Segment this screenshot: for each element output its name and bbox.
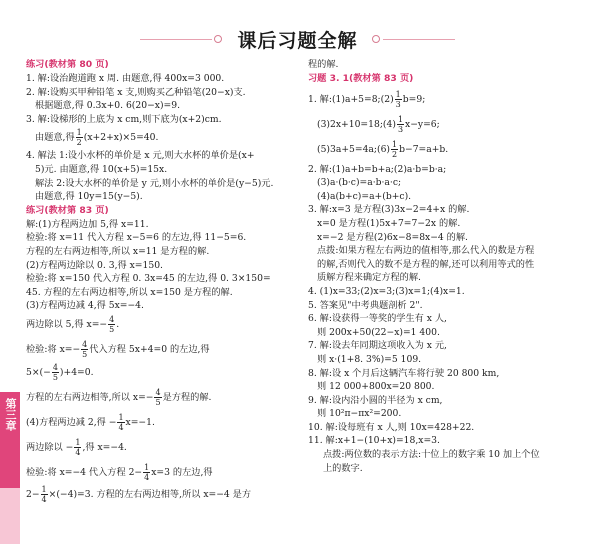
section-heading: 练习(教材第 83 页) (26, 204, 109, 216)
answer-line: 2− $\frac{1}{4}$ ×(−4)=3. 方程的左右两边相等,所以 x=−4 是方 (26, 484, 252, 504)
section-heading: 习题 3. 1(教材第 83 页) (308, 72, 414, 84)
answer-line: 则 x·(1+8. 3%)=5 109. (317, 353, 422, 365)
answer-line: 解:(1)方程两边加 5,得 x=11. (26, 218, 149, 230)
answer-line: 6. 解:设获得一等奖的学生有 x 人, (308, 313, 447, 325)
answer-line: 则 10²π−πx²=200. (317, 408, 402, 420)
answer-line: 5×(− $\frac{4}{5}$ )+4=0. (26, 362, 94, 382)
answer-line: 3. 解:设梯形的上底为 x cm,则下底为(x+2)cm. (26, 113, 222, 125)
fraction: $\frac{4}{5}$ (109, 314, 115, 334)
answer-line: 两边除以 5,得 x=− $\frac{4}{5}$ . (26, 314, 120, 334)
answer-line: 11. 解:x+1−(10+x)=18,x=3. (308, 435, 440, 447)
tip-line: 点拨:两位数的表示方法:十位上的数字乘 10 加上个位 (323, 449, 540, 461)
fraction: $\frac{1}{4}$ (41, 484, 47, 504)
answer-line: 方程的左右两边相等,所以 x=− $\frac{4}{5}$ 是方程的解. (26, 387, 212, 407)
answer-line: (2)方程两边除以 0. 3,得 x=150. (26, 259, 163, 271)
answer-line: 由题意,得 10y=15(y−5). (35, 191, 143, 203)
fraction: $\frac{1}{3}$ (397, 114, 404, 134)
header-rule-right (383, 39, 455, 40)
answer-line: (4)a(b+c)=a+(b+c). (317, 190, 412, 202)
answer-line: x=−2 是方程(2)6x−8=8x−4 的解. (317, 231, 468, 243)
fraction: $\frac{4}{5}$ (52, 362, 58, 382)
chapter-tab (0, 392, 20, 488)
section-heading: 练习(教材第 80 页) (26, 59, 109, 70)
fraction: $\frac{1}{4}$ (118, 412, 124, 432)
answer-line: 根据题意,得 0.3x+0. 6(20−x)=9. (35, 100, 181, 112)
answer-line: 1. 解:设治跑道跑 x 周. 由题意,得 400x=3 000. (26, 73, 225, 84)
answer-line: (3)2x+10=18;(4) $\frac{1}{3}$ x−y=6; (317, 114, 440, 134)
chapter-tab-strip (0, 488, 20, 544)
answer-line: 则 12 000+800x=20 800. (317, 381, 435, 393)
answer-line: 10. 解:设每班有 x 人,则 10x=428+22. (308, 421, 475, 433)
answer-line: 3. 解:x=3 是方程(3)3x−2=4+x 的解. (308, 204, 470, 216)
answer-line: 4. (1)x=33;(2)x=3;(3)x=1;(4)x=1. (308, 285, 465, 297)
tip-line: 点拨:如果方程左右两边的值相等,那么代入的数是方程 (317, 245, 535, 257)
answer-line: 8. 解:设 x 个月后这辆汽车将行驶 20 800 km, (308, 367, 500, 379)
answer-line: 方程的左右两边相等,所以 x=11 是方程的解. (26, 245, 210, 257)
answer-line: 解法 2:设大水杯的单价是 y 元,则小水杯的单价是(y−5)元. (35, 177, 274, 189)
answer-line: 2. 解:设购买甲种铅笔 x 支,则购买乙种铅笔(20−x)支. (26, 86, 246, 98)
answer-line: 则 200x+50(22−x)=1 400. (317, 326, 440, 338)
answer-line: (5)3a+5=4a;(6) $\frac{1}{2}$ b−7=a+b. (317, 139, 449, 159)
tip-line: 的解,否则代入的数不是方程的解,还可以利用等式的性 (317, 258, 535, 270)
answer-line: 检验:将 x=11 代入方程 x−5=6 的左边,得 11−5=6. (26, 232, 247, 244)
fraction: $\frac{1}{2}$ (392, 139, 398, 159)
answer-line: 2. 解:(1)a+b=b+a;(2)a·b=b·a; (308, 163, 447, 175)
answer-line: 由题意,得 $\frac{1}{2}$ (x+2+x)×5=40. (35, 128, 159, 148)
answer-line: 检验:将 x=− $\frac{4}{5}$ 代入方程 5x+4=0 的左边,得 (26, 339, 210, 359)
fraction: $\frac{1}{2}$ (76, 128, 82, 148)
answer-line: 5. 答案见"中考典题剖析 2". (308, 299, 423, 311)
answer-line: 9. 解:设内沿小圆的半径为 x cm, (308, 394, 443, 406)
answer-line: (3)方程两边减 4,得 5x=−4. (26, 300, 144, 312)
answer-line: 5)元. 由题意,得 10(x+5)=15x. (35, 163, 168, 175)
answer-line: 45. 方程的左右两边相等,所以 x=150 是方程的解. (26, 286, 233, 298)
left-column (26, 58, 298, 504)
answer-line: (4)方程两边减 2,得 − $\frac{1}{4}$ x=−1. (26, 412, 155, 432)
answer-line: 4. 解法 1:设小水杯的单价是 x 元,则大水杯的单价是(x+ (26, 150, 255, 162)
answer-line: 两边除以 − $\frac{1}{4}$ ,得 x=−4. (26, 437, 127, 457)
fraction: $\frac{1}{4}$ (144, 462, 150, 482)
answer-line: 程的解. (308, 59, 339, 70)
answer-line: 1. 解:(1)a+5=8;(2) $\frac{1}{3}$ b=9; (308, 89, 426, 109)
fraction: $\frac{4}{5}$ (155, 387, 161, 407)
answer-line: 检验:将 x=−4 代入方程 2− $\frac{1}{4}$ x=3 的左边,得 (26, 462, 213, 482)
answer-line: x=0 是方程(1)5x+7=7−2x 的解. (317, 217, 461, 229)
tip-line: 上的数字. (323, 462, 363, 474)
page-title: 课后习题全解 (237, 30, 358, 52)
tip-line: 质解方程来确定方程的解. (317, 272, 421, 284)
answer-line: (3)a·(b·c)=a·b·a·c; (317, 177, 402, 189)
header-ornament-right (372, 35, 380, 43)
right-column (308, 58, 586, 475)
page-header (0, 0, 595, 62)
answer-line: 7. 解:设去年同期这项收入为 x 元, (308, 340, 447, 352)
fraction: $\frac{1}{3}$ (395, 89, 401, 109)
fraction: $\frac{4}{5}$ (82, 339, 88, 359)
chapter-tab-label: 第三章 (4, 398, 17, 431)
answer-line: 检验:将 x=150 代入方程 0. 3x=45 的左边,得 0. 3×150= (26, 273, 271, 285)
fraction: $\frac{1}{4}$ (75, 437, 81, 457)
